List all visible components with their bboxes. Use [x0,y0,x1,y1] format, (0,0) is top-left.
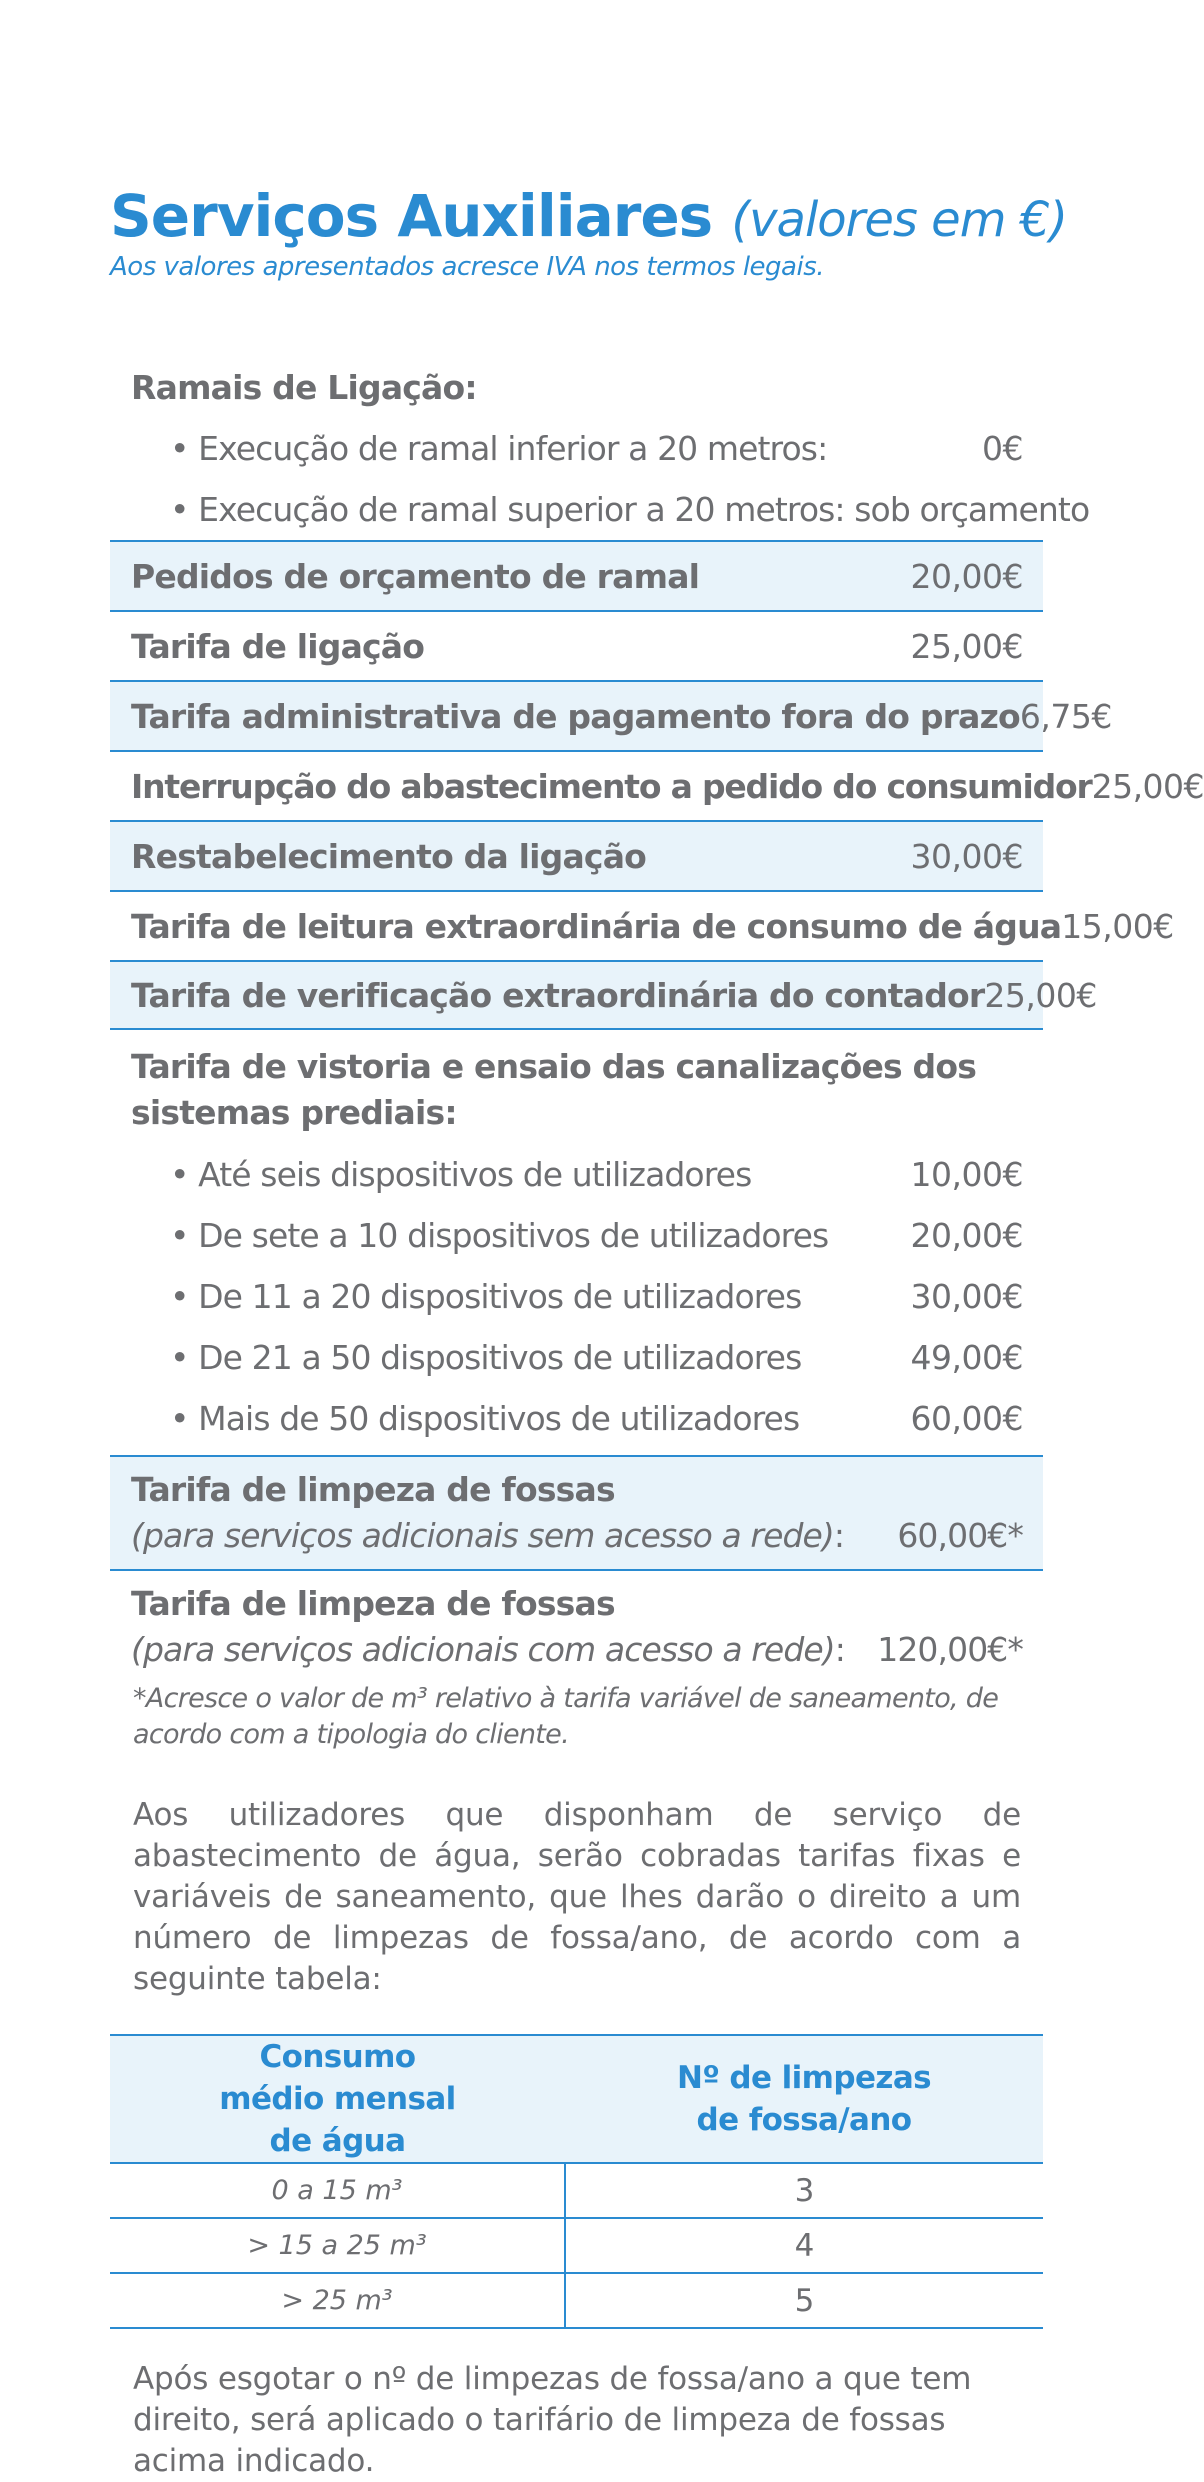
tariff-value: 25,00€ [910,626,1023,666]
table-cell: > 15 a 25 m³ [110,2218,565,2273]
fossas-note-wrap [131,1627,845,1673]
tariff-row [110,750,1204,820]
tariff-label: Pedidos de orçamento de ramal [131,556,700,596]
tariff-label: Tarifa de ligação [131,626,425,666]
table-header [565,2035,1043,2163]
vistoria-item-value: 60,00€ [910,1399,1023,1438]
tariff-row [110,820,1043,890]
page-title [110,178,1067,258]
fossas-colon: : [833,1516,845,1555]
fossas-colon: : [834,1630,845,1669]
table-header [110,2035,565,2163]
fossas-value: 60,00€* [897,1516,1023,1555]
tariff-label: Tarifa administrativa de pagamento fora do prazo [131,696,1020,736]
vistoria-item-label: • De 11 a 20 dispositivos de utilizadores [170,1277,802,1316]
fossas-note: (para serviços adicionais com acesso a rede) [131,1630,835,1669]
tariff-label: Interrupção do abastecimento a pedido do consumidor [131,766,1092,806]
vistoria-item-label: • Até seis dispositivos de utilizadores [170,1155,752,1194]
tariff-row [110,890,1174,960]
fossas-block-network [110,1571,1043,1689]
vistoria-item-label: • Mais de 50 dispositivos de utilizadores [170,1399,800,1438]
fossas-note: (para serviços adicionais sem acesso a rede) [131,1516,834,1555]
page-subtitle: Aos valores apresentados acresce IVA nos termos legais. [110,252,825,282]
vistoria-item-label: • De sete a 10 dispositivos de utilizadores [170,1216,829,1255]
tariff-row [110,960,1097,1030]
cleaning-table [110,2034,1043,2329]
footnote: *Acresce o valor de m³ relativo à tarifa variável de saneamento, de acordo com a tipologia do cliente. [133,1683,999,1750]
tariff-value: 20,00€ [910,556,1023,596]
fossas-line [131,1627,1023,1673]
tariff-value: 25,00€ [1091,766,1204,806]
table-cell: 5 [565,2273,1043,2328]
fossas-block-no-network [110,1455,1043,1571]
ramais-title: Ramais de Ligação: [131,368,477,407]
fossas-title: Tarifa de limpeza de fossas [131,1584,615,1623]
table-cell: > 25 m³ [110,2273,565,2328]
info-paragraph: Aos utilizadores que disponham de serviço de abastecimento de água, serão cobradas tarifas fixas e variáveis de saneamento, que lhes darão o direito a um número de limpezas de fossa/ano, de acordo com a seguinte tabela: [133,1797,1021,1997]
vistoria-item [110,1205,1043,1266]
vistoria-item [110,1388,1043,1449]
vistoria-item [110,1144,1043,1205]
vistoria-item-value: 30,00€ [910,1277,1023,1316]
vistoria-item-value: 49,00€ [910,1338,1023,1377]
ramais-item-value: 0€ [982,429,1023,468]
ramais-item [110,479,1090,540]
vistoria-item-value: 10,00€ [910,1155,1023,1194]
tariff-value: 6,75€ [1019,696,1112,736]
table-cell: 3 [565,2163,1043,2218]
ramais-item [110,418,1043,479]
tariff-label: Tarifa de verificação extraordinária do contador [131,975,985,1015]
vistoria-item [110,1266,1043,1327]
tariff-value: 25,00€ [984,975,1097,1015]
tariff-label: Restabelecimento da ligação [131,836,647,876]
tariff-row [110,540,1043,610]
tariff-row [110,610,1043,680]
vistoria-item-value: 20,00€ [910,1216,1023,1255]
table-header-text: Consumo médio mensal de água [219,2039,456,2159]
closing-paragraph: Após esgotar o nº de limpezas de fossa/ano a que tem direito, será aplicado o tarifário de limpeza de fossas acima indicado. [133,2361,972,2479]
tariff-value: 30,00€ [910,836,1023,876]
table-header-row [110,2035,1043,2163]
fossas-title: Tarifa de limpeza de fossas [131,1470,615,1509]
vistoria-item-label: • De 21 a 50 dispositivos de utilizadores [170,1338,802,1377]
ramais-item-label: • Execução de ramal superior a 20 metros: sob orçamento [170,490,1090,529]
content [110,178,1204,2482]
table-row [110,2218,1043,2273]
fossas-line [131,1513,1023,1559]
table-header-text: Nº de limpezas de fossa/ano [676,2060,931,2138]
tariff-value: 15,00€ [1061,906,1174,946]
vistoria-block [110,1030,1043,1136]
tariff-label: Tarifa de leitura extraordinária de consumo de água [131,906,1062,946]
ramais-item-label: • Execução de ramal inferior a 20 metros: [170,429,828,468]
table-row [110,2273,1043,2328]
vistoria-item [110,1327,1043,1388]
fossas-value: 120,00€* [877,1630,1023,1669]
table-row [110,2163,1043,2218]
table-cell: 0 a 15 m³ [110,2163,565,2218]
fossas-note-wrap [131,1513,844,1559]
table-cell: 4 [565,2218,1043,2273]
vistoria-title: Tarifa de vistoria e ensaio das canalizações dos sistemas prediais: [131,1047,977,1132]
title-unit: (valores em €) [731,192,1067,248]
tariff-row [110,680,1112,750]
title-main: Serviços Auxiliares [110,182,713,250]
